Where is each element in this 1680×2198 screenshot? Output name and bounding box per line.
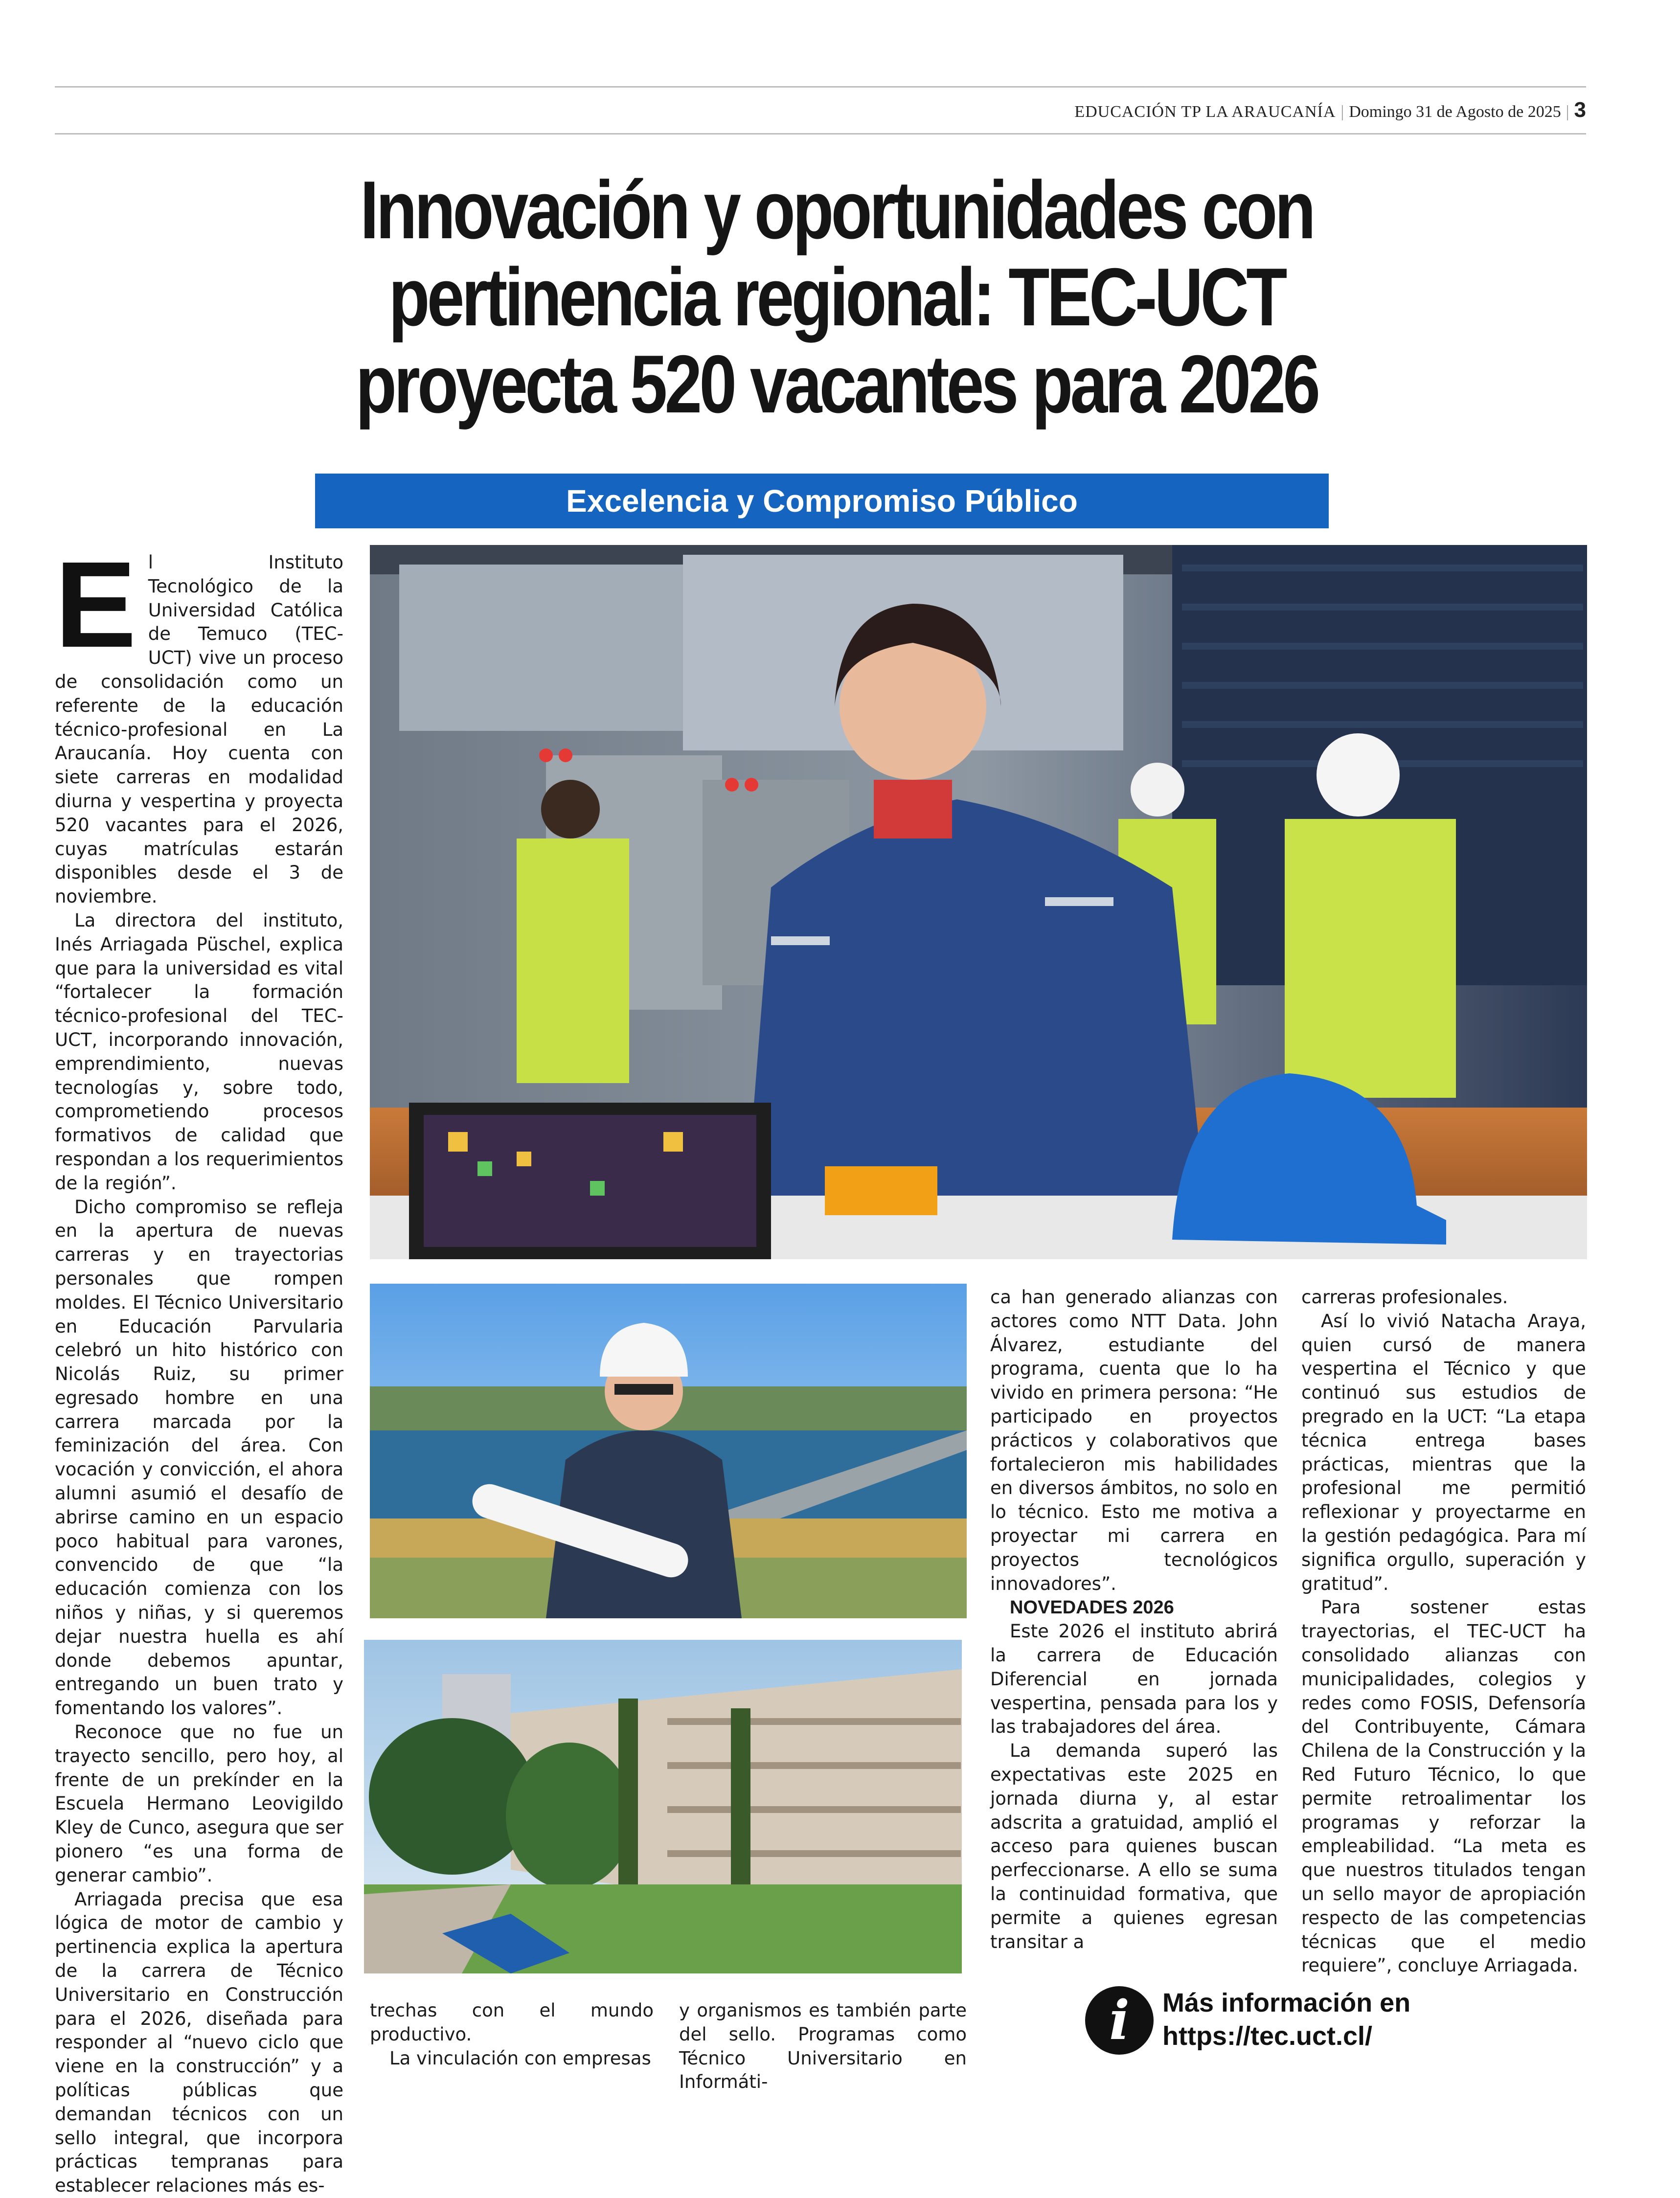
article-column-2 <box>370 1999 654 2070</box>
article-paragraph: Dicho compromiso se refleja en la apertura de nuevas carreras y en trayectorias personales que rompen moldes. El Técnico Universitario en Educación Parvularia celebró un hito histórico con Nicolás Ruiz, su primer egresado hombre en una carrera marcada por la feminización del área. Con vocación y convicción, el ahora alumni asumió el desafío de abrirse camino en un espacio poco habitual para varones, convencido de que “la educación comienza con los niños y niñas, y si queremos dejar nuestra huella es ahí donde debemos apuntar, entregando un buen trato y fomentando los valores”. <box>55 1196 343 1719</box>
article-column-4 <box>1301 1286 1586 1978</box>
article-paragraph: Reconoce que no fue un trayecto sencillo, pero hoy, al frente de un prekínder en la Escuela Hermano Leovigildo Kley de Cunco, asegura que ser pionero “es una forma de generar cambio”. <box>55 1722 343 1886</box>
more-info-url[interactable]: https://tec.uct.cl/ <box>1162 2021 1373 2051</box>
dropcap: E <box>55 536 136 673</box>
article-paragraph: Así lo vivió Natacha Araya, quien cursó de manera vespertina el Técnico y que continuó sus estudios de pregrado en la UCT: “La etapa técnica entrega bases prácticas, mientras que la profesional me permitió reflexionar y proyectarme en la gestión pedagógica. Para mí significa orgullo, superación y gratitud”. <box>1301 1310 1586 1594</box>
article-paragraph: Este 2026 el instituto abrirá la carrera de Educación Diferencial en jornada vespertina, pensada para los y las trabajadores del área. <box>990 1621 1278 1738</box>
kicker-band: Excelencia y Compromiso Público <box>315 474 1329 528</box>
headline <box>331 166 1342 428</box>
issue-date: Domingo 31 de Agosto de 2025 <box>1349 103 1561 121</box>
article-paragraph: Para sostener estas trayectorias, el TEC-UCT ha consolidado alianzas con municipalidades, colegios y redes como FOSIS, Defensoría del Contribuyente, Cámara Chilena de la Construcción y la Red Futuro Técnico, lo que permite retroalimentar los programas y reforzar la empleabilidad. “La meta es que nuestros titulados tengan un sello mayor de apropiación respecto de las competencias técnicas que el medio requiere”, concluye Arriagada. <box>1301 1597 1586 1976</box>
article-paragraph: La vinculación con empresas <box>389 2047 651 2069</box>
header-bottom-rule <box>55 133 1586 135</box>
headline-line-3: proyecta 520 vacantes para 2026 <box>355 338 1318 430</box>
subhead-novedades: NOVEDADES 2026 <box>1010 1597 1174 1618</box>
article-column-3-bottom <box>679 1999 967 2094</box>
article-paragraph: La directora del instituto, Inés Arriagada Püschel, explica que para la universidad es vital “fortalecer la formación técnico-profesional del TEC-UCT, incorporando innovación, emprendimiento, nuevas tecnologías y, sobre todo, comprometiendo procesos formativos de calidad que respondan a los requerimientos de la región”. <box>55 909 343 1194</box>
article-paragraph: trechas con el mundo productivo. <box>370 2000 654 2045</box>
article-paragraph: La demanda superó las expectativas este 2025 en jornada diurna y, al estar adscrita a gratuidad, amplió el acceso para quienes buscan perfeccionarse. A ello se suma la continuidad formativa, que permite a quienes egresan transitar a <box>990 1740 1278 1952</box>
page-folio: EDUCACIÓN TP LA ARAUCANÍA | Domingo 31 de Agosto de 2025 | 3 <box>1074 98 1586 122</box>
photo-student-bridge <box>370 1284 967 1618</box>
article-paragraph: y organismos es también parte del sello. Programas como Técnico Universitario en Informáti- <box>679 2000 967 2093</box>
main-photo-student-workshop <box>370 545 1587 1259</box>
article-paragraph: ca han generado alianzas con actores como NTT Data. John Álvarez, estudiante del programa, cuenta que lo ha vivido en primera persona: “He participado en proyectos prácticos y colaborativos que fortalecieron mis habilidades en diversos ámbitos, no solo en lo técnico. Esto me motiva a proyectar mi carrera en proyectos tecnológicos innovadores”. <box>990 1287 1278 1594</box>
article-column-3 <box>990 1286 1278 1954</box>
article-lead-paragraph: El Instituto Tecnológico de la Universidad Católica de Temuco (TEC-UCT) vive un proceso de consolidación como un referente de la educación técnico-profesional en La Araucanía. Hoy cuenta con siete carreras en modalidad diurna y vespertina y proyecta 520 vacantes para el 2026, cuyas matrículas estarán disponibles desde el 3 de noviembre. <box>55 536 343 907</box>
page-number: 3 <box>1574 98 1586 122</box>
article-column-1 <box>55 536 343 2198</box>
article-paragraph: Arriagada precisa que esa lógica de motor de cambio y pertinencia explica la apertura de la carrera de Técnico Universitario en Construcción para el 2026, diseñada para responder al “nuevo ciclo que viene en la construcción” y a políticas públicas que demandan técnicos con un sello integral, que incorpora prácticas tempranas para establecer relaciones más es- <box>55 1888 343 2197</box>
info-icon: i <box>1085 1986 1154 2055</box>
section-name: EDUCACIÓN TP LA ARAUCANÍA <box>1074 103 1336 121</box>
photo-campus-building <box>364 1640 962 1973</box>
article-paragraph: carreras profesionales. <box>1301 1287 1508 1308</box>
more-info-label: Más información en <box>1162 1988 1411 2017</box>
more-info-box <box>1162 1986 1505 2053</box>
headline-line-1: Innovación y oportunidades con <box>360 164 1313 256</box>
header-top-rule <box>55 86 1586 88</box>
headline-line-2: pertinencia regional: TEC-UCT <box>388 251 1285 343</box>
